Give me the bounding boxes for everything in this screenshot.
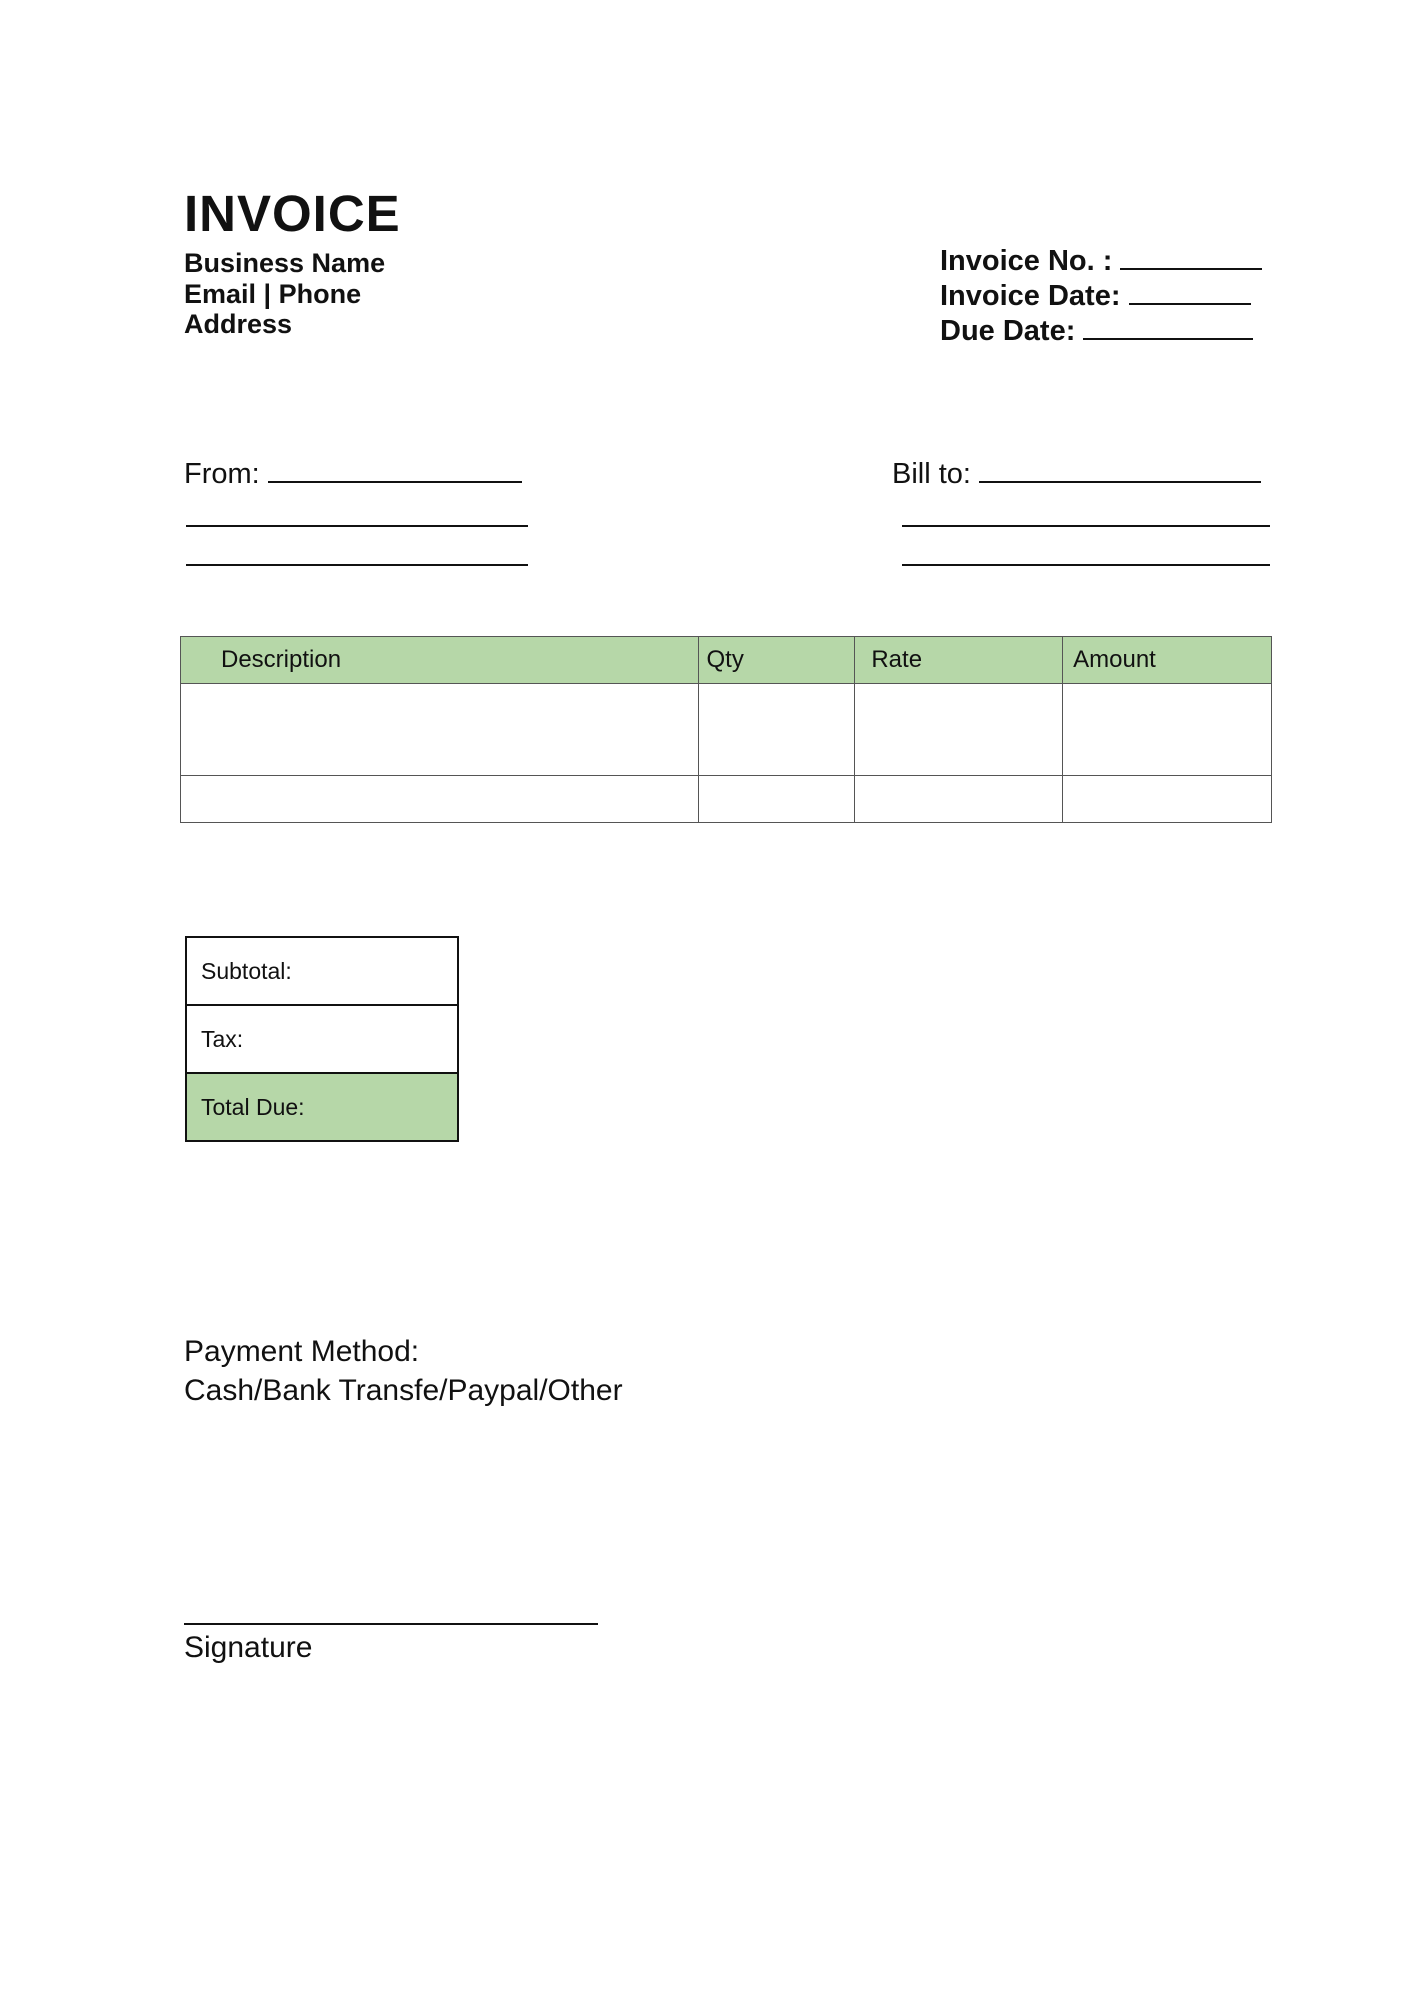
table-row	[181, 776, 1272, 823]
invoice-no-label: Invoice No. :	[940, 245, 1113, 277]
invoice-date-label: Invoice Date:	[940, 280, 1121, 312]
business-name: Business Name	[184, 248, 386, 278]
bill-to-blank-2[interactable]	[902, 525, 1270, 527]
table-cell-rate[interactable]	[855, 776, 1063, 823]
tax-row	[186, 1005, 458, 1073]
signature-label: Signature	[184, 1631, 313, 1664]
table-cell-rate[interactable]	[855, 684, 1063, 776]
table-header-row	[181, 637, 1272, 684]
bill-to-label: Bill to:	[892, 458, 971, 490]
line-items-table	[180, 636, 1272, 823]
from-blank-1[interactable]	[268, 481, 522, 483]
table-cell-amount[interactable]	[1063, 684, 1272, 776]
bill-to-blank-1[interactable]	[979, 481, 1261, 483]
from-blank-2[interactable]	[186, 525, 528, 527]
total-due-label: Total Due:	[186, 1073, 458, 1141]
due-date-blank[interactable]	[1083, 338, 1253, 340]
table-row	[181, 684, 1272, 776]
table-cell-qty[interactable]	[698, 776, 855, 823]
business-contact: Email | Phone	[184, 279, 362, 309]
column-header-qty: Qty	[698, 637, 855, 684]
tax-label: Tax:	[186, 1005, 458, 1073]
bill-to-field	[892, 458, 1261, 491]
invoice-date-field	[940, 280, 1251, 313]
from-blank-3[interactable]	[186, 564, 528, 566]
table-cell-amount[interactable]	[1063, 776, 1272, 823]
invoice-no-blank[interactable]	[1120, 268, 1262, 270]
column-header-amount: Amount	[1063, 637, 1272, 684]
from-field	[184, 458, 522, 491]
invoice-title: INVOICE	[184, 185, 401, 242]
total-due-row	[186, 1073, 458, 1141]
bill-to-blank-3[interactable]	[902, 564, 1270, 566]
invoice-no-field	[940, 245, 1262, 278]
invoice-date-blank[interactable]	[1129, 303, 1251, 305]
from-label: From:	[184, 458, 260, 490]
due-date-label: Due Date:	[940, 315, 1076, 347]
subtotal-row	[186, 937, 458, 1005]
subtotal-label: Subtotal:	[186, 937, 458, 1005]
column-header-rate: Rate	[855, 637, 1063, 684]
totals-table	[185, 936, 459, 1142]
payment-method-label: Payment Method:	[184, 1335, 420, 1368]
table-cell-qty[interactable]	[698, 684, 855, 776]
due-date-field	[940, 315, 1253, 348]
table-cell-description[interactable]	[181, 776, 699, 823]
signature-line[interactable]	[184, 1623, 598, 1625]
column-header-description: Description	[181, 637, 699, 684]
business-address: Address	[184, 309, 293, 339]
table-cell-description[interactable]	[181, 684, 699, 776]
payment-method-options: Cash/Bank Transfe/Paypal/Other	[184, 1374, 623, 1407]
